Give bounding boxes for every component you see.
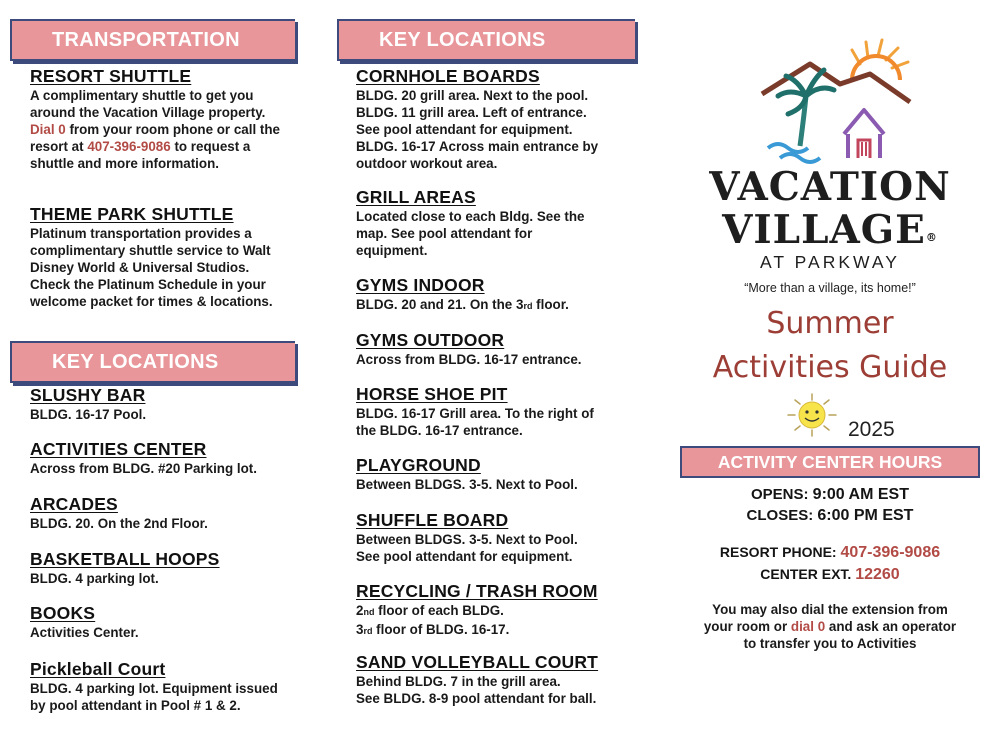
cornhole-line: outdoor workout area. [356, 156, 498, 171]
extension-note-text-1: You may also dial the extension from your room or [703, 602, 948, 634]
shuffle-board-section [356, 510, 636, 565]
key-locations-banner-1 [10, 341, 295, 383]
location-heading: BOOKS [30, 603, 96, 623]
playground-line: Between BLDGS. 3-5. Next to Pool. [356, 477, 578, 492]
opens-row [680, 484, 980, 505]
recycling-floor-num: 3 [356, 622, 364, 637]
location-item [30, 385, 292, 423]
theme-park-shuttle-section [30, 204, 292, 310]
recycling-line-2 [356, 621, 636, 640]
location-heading: ACTIVITIES CENTER [30, 439, 207, 459]
key-locations-banner-2-label: KEY LOCATIONS [379, 28, 546, 51]
resort-shuttle-text-3: to request a shuttle and more information. [30, 139, 251, 171]
resort-shuttle-heading: RESORT SHUTTLE [30, 66, 192, 86]
horseshoe-heading: HORSE SHOE PIT [356, 384, 508, 404]
opens-label: OPENS: [750, 486, 809, 503]
location-text: BLDG. 4 parking lot. Equipment issued by pool attendant in Pool # 1 & 2. [30, 681, 278, 713]
dial-0-highlight: Dial 0 [30, 122, 66, 137]
resort-shuttle-text-2: from your room phone or call the resort at [30, 122, 281, 154]
horseshoe-line: BLDG. 16-17 Grill area. To the right of [356, 406, 594, 421]
gyms-outdoor-heading: GYMS OUTDOOR [356, 330, 505, 350]
activity-center-hours-label: ACTIVITY CENTER HOURS [717, 451, 943, 472]
location-text: Activities Center. [30, 625, 139, 640]
brand-village-text: VILLAGE [722, 207, 926, 253]
gyms-indoor-text-pre: BLDG. 20 and 21. On the 3 [356, 297, 524, 312]
gyms-indoor-text-post: floor. [532, 297, 569, 312]
smiling-sun-icon [786, 392, 838, 438]
location-item [30, 659, 292, 714]
cornhole-section [356, 66, 636, 172]
recycling-line-text: floor of each BLDG. [374, 603, 504, 618]
grill-line: Located close to each Bldg. See the [356, 209, 585, 224]
gyms-indoor-heading: GYMS INDOOR [356, 275, 485, 295]
playground-section [356, 455, 636, 493]
brand-vacation: VACATION [709, 164, 951, 210]
guide-title-summer: Summer [766, 306, 894, 341]
volleyball-section [356, 652, 636, 707]
guide-title-activities: Activities Guide [712, 350, 948, 385]
location-heading: BASKETBALL HOOPS [30, 549, 220, 569]
location-text: Across from BLDG. #20 Parking lot. [30, 461, 257, 476]
recycling-ordinal: rd [363, 626, 373, 636]
location-text: BLDG. 4 parking lot. [30, 571, 159, 586]
recycling-line-text: floor of BLDG. 16-17. [372, 622, 510, 637]
resort-phone-number: 407-396-9086 [840, 544, 941, 561]
volleyball-line: See BLDG. 8-9 pool attendant for ball. [356, 691, 597, 706]
gyms-indoor-ordinal: rd [523, 301, 533, 311]
gyms-indoor-section [356, 275, 636, 315]
gyms-indoor-text [356, 296, 636, 315]
volleyball-line: Behind BLDG. 7 in the grill area. [356, 674, 561, 689]
grill-areas-section [356, 187, 636, 259]
resort-phone-row [680, 542, 980, 563]
gyms-outdoor-section [356, 330, 636, 368]
transportation-banner-label: TRANSPORTATION [52, 28, 240, 51]
location-item [30, 439, 292, 477]
center-ext-number: 12260 [855, 566, 900, 583]
brand-village [680, 207, 980, 253]
location-text: BLDG. 20. On the 2nd Floor. [30, 516, 208, 531]
resort-shuttle-text-1: A complimentary shuttle to get you around the Vacation Village property. [30, 88, 266, 120]
location-item [30, 603, 292, 641]
volleyball-heading: SAND VOLLEYBALL COURT [356, 652, 599, 672]
closes-row [680, 505, 980, 526]
extension-note [698, 601, 962, 652]
cornhole-line: BLDG. 20 grill area. Next to the pool. [356, 88, 589, 103]
vacation-village-logo [760, 36, 920, 166]
tagline: “More than a village, its home!” [744, 281, 916, 295]
center-ext-label: CENTER EXT. [760, 566, 852, 582]
location-item [30, 494, 292, 532]
location-heading: ARCADES [30, 494, 118, 514]
closes-label: CLOSES: [746, 507, 814, 524]
grill-line: equipment. [356, 243, 428, 258]
gyms-outdoor-line: Across from BLDG. 16-17 entrance. [356, 352, 582, 367]
location-heading: Pickleball Court [30, 659, 166, 679]
brand-at-parkway: AT PARKWAY [760, 252, 900, 272]
theme-park-shuttle-heading: THEME PARK SHUTTLE [30, 204, 234, 224]
location-item [30, 549, 292, 587]
guide-year: 2025 [848, 418, 895, 441]
cornhole-line: BLDG. 16-17 Across main entrance by [356, 139, 599, 154]
center-ext-row [680, 564, 980, 585]
horseshoe-line: the BLDG. 16-17 entrance. [356, 423, 523, 438]
resort-phone-label: RESORT PHONE: [719, 544, 837, 560]
closes-time: 6:00 PM EST [817, 507, 914, 524]
location-text: BLDG. 16-17 Pool. [30, 407, 147, 422]
grill-line: map. See pool attendant for [356, 226, 533, 241]
recycling-ordinal: nd [363, 607, 375, 617]
key-locations-banner-2 [337, 19, 635, 61]
key-locations-banner-1-label: KEY LOCATIONS [52, 350, 219, 373]
resort-shuttle-section [30, 66, 292, 172]
registered-mark: ® [925, 231, 938, 244]
resort-shuttle-text [30, 87, 292, 172]
activity-center-hours-banner [680, 446, 980, 478]
shuffle-heading: SHUFFLE BOARD [356, 510, 509, 530]
grill-heading: GRILL AREAS [356, 187, 476, 207]
playground-heading: PLAYGROUND [356, 455, 481, 475]
recycling-heading: RECYCLING / TRASH ROOM [356, 581, 598, 601]
horseshoe-section [356, 384, 636, 439]
recycling-floor-num: 2 [356, 603, 364, 618]
cornhole-line: BLDG. 11 grill area. Left of entrance. [356, 105, 587, 120]
opens-time: 9:00 AM EST [812, 486, 909, 503]
shuffle-line: See pool attendant for equipment. [356, 549, 573, 564]
recycling-line-1 [356, 602, 636, 621]
shuffle-line: Between BLDGS. 3-5. Next to Pool. [356, 532, 578, 547]
cornhole-heading: CORNHOLE BOARDS [356, 66, 540, 86]
recycling-section [356, 581, 636, 640]
extension-note-text-2: and ask an operator to transfer you to Activities [743, 619, 957, 651]
dial-0-note-highlight: dial 0 [790, 619, 826, 634]
theme-park-shuttle-text: Platinum transportation provides a complimentary shuttle service to Walt Disney World & Universal Studios. Check the Platinum Schedule in your welcome packet for times & locations. [30, 226, 273, 309]
location-heading: SLUSHY BAR [30, 385, 146, 405]
cornhole-line: See pool attendant for equipment. [356, 122, 573, 137]
resort-phone-highlight: 407-396-9086 [87, 139, 171, 154]
transportation-banner [10, 19, 295, 61]
